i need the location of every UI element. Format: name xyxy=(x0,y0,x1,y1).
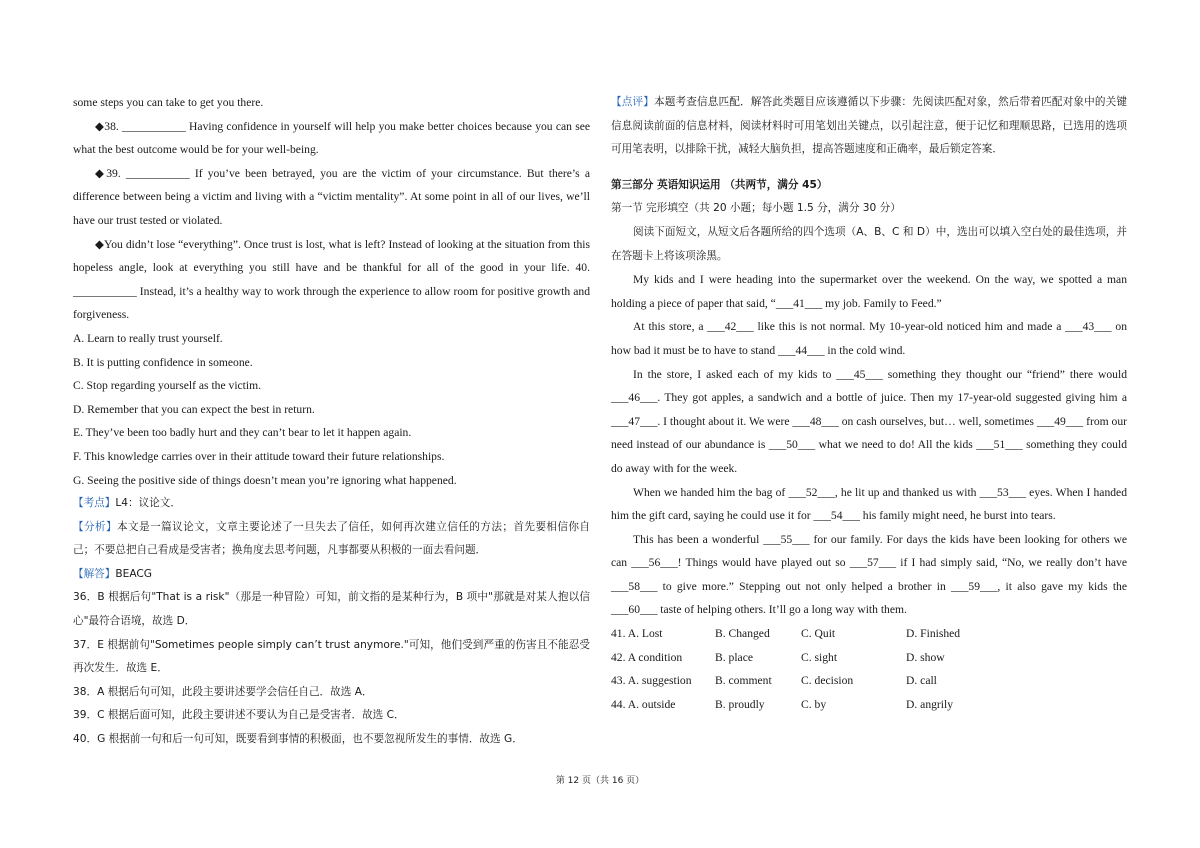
option-a: A. Learn to really trust yourself. xyxy=(73,331,223,345)
choice-b: B. Changed xyxy=(715,627,770,641)
kaodian-block xyxy=(73,492,590,516)
kaodian-tag: 【考点】 xyxy=(73,497,116,510)
dianping-block xyxy=(611,91,1127,162)
passage-line: some steps you can take to get you there. xyxy=(73,96,264,109)
choice-d: D. angrily xyxy=(906,697,954,711)
cloze-paragraph: When we handed him the bag of ___52___, he lit up and thanked us with ___53___ eyes. When I handed him the gift card, saying he could use it for ___54___ his family might need, he burst into tears. xyxy=(611,485,1127,523)
jieda-text: BEACG xyxy=(115,567,153,580)
instructions: 阅读下面短文，从短文后各题所给的四个选项（A、B、C 和 D）中，选出可以填入空白处的最佳选项，并在答题卡上将该项涂黑。 xyxy=(611,225,1127,262)
choice-row-44 xyxy=(611,693,1127,717)
explanation-37: 37．E 根据前句"Sometimes people simply can’t trust anymore."可知，他们受到严重的伤害且不能忍受再次发生．故选 E． xyxy=(73,638,590,675)
choice-a: 42. A condition xyxy=(611,650,683,664)
left-column xyxy=(73,91,590,752)
choice-row-43 xyxy=(611,669,1127,693)
option-e: E. They’ve been too badly hurt and they can’t bear to let it happen again. xyxy=(73,426,412,440)
jieda-block xyxy=(73,563,590,587)
choice-d: D. show xyxy=(906,650,945,664)
option-d: D. Remember that you can expect the best in return. xyxy=(73,402,315,416)
option-g: G. Seeing the positive side of things doesn’t mean you’re ignoring what happened. xyxy=(73,473,457,487)
choice-c: C. decision xyxy=(801,674,854,688)
choice-a: 44. A. outside xyxy=(611,697,676,711)
option-b: B. It is putting confidence in someone. xyxy=(73,355,253,369)
choice-c: C. sight xyxy=(801,650,838,664)
choice-a: 41. A. Lost xyxy=(611,627,663,641)
fenxi-block xyxy=(73,516,590,563)
choice-b: B. place xyxy=(715,650,753,664)
section-heading: 第一节 完形填空（共 20 小题；每小题 1.5 分，满分 30 分） xyxy=(611,202,901,215)
choice-c: C. by xyxy=(801,697,827,711)
choice-c: C. Quit xyxy=(801,627,836,641)
page-footer: 第 12 页（共 16 页） xyxy=(555,776,645,786)
passage-item-40: ◆You didn’t lose “everything”. Once trust is lost, what is left? Instead of looking at the situation from this hopeless angle, look at everything you still have and be thankful for all of the good in your life. 40. ___________ Instead, it’s a healthy way to work through the experience to allow room for positive growth and forgiveness. xyxy=(73,237,590,322)
choice-d: D. Finished xyxy=(906,627,961,641)
choice-row-41 xyxy=(611,622,1127,646)
dianping-tag: 【点评】 xyxy=(611,96,655,108)
choice-row-42 xyxy=(611,646,1127,670)
choice-b: B. comment xyxy=(715,674,772,688)
fenxi-tag: 【分析】 xyxy=(73,520,118,533)
choice-b: B. proudly xyxy=(715,697,765,711)
kaodian-text: L4：议论文． xyxy=(115,497,181,510)
passage-item-38: ◆38. ___________ Having confidence in yourself will help you make better choices because you can see what the best outcome would be for your well-being. xyxy=(73,119,590,157)
option-c: C. Stop regarding yourself as the victim. xyxy=(73,379,262,393)
option-f: F. This knowledge carries over in their attitude toward their future relationships. xyxy=(73,449,445,463)
jieda-tag: 【解答】 xyxy=(73,567,116,580)
cloze-paragraph: My kids and I were heading into the supermarket over the weekend. On the way, we spotted a man holding a piece of paper that said, “___41___ my job. Family to Feed.” xyxy=(611,273,1127,310)
explanation-38: 38．A 根据后句可知，此段主要讲述要学会信任自己．故选 A． xyxy=(73,685,373,698)
passage-item-39: ◆39. ___________ If you’ve been betrayed, you are the victim of your circumstance. But there’s a difference between being a victim and living with a “victim mentality”. At some point in all of our lives, we’ll have our trust tested or violated. xyxy=(73,166,590,227)
explanation-40: 40．G 根据前一句和后一句可知，既要看到事情的积极面，也不要忽视所发生的事情．故选 G． xyxy=(73,733,523,746)
part-heading: 第三部分 英语知识运用 （共两节，满分 45） xyxy=(611,178,828,191)
dianping-text: 本题考查信息匹配．解答此类题目应该遵循以下步骤：先阅读匹配对象，然后带着匹配对象中的关键信息阅读前面的信息材料，阅读材料时可用笔划出关键点，以引起注意，便于记忆和理顺思路，已选用的选项可用笔表明，以排除干扰，减轻大脑负担，提高答题速度和正确率，最后锁定答案． xyxy=(611,96,1127,156)
cloze-paragraph: At this store, a ___42___ like this is not normal. My 10-year-old noticed him and made a ___43___ on how bad it must be to have to stand ___44___ in the cold wind. xyxy=(611,320,1127,357)
choice-a: 43. A. suggestion xyxy=(611,674,692,688)
cloze-paragraph: In the store, I asked each of my kids to ___45___ something they thought our “friend” there would ___46___. They got apples, a sandwich and a bottle of juice. Then my 17-year-old suggested giving him a ___47___. I thought about it. We were ___48___ on cash ourselves, but… well, sometimes ___49___ from our need instead of our abundance is ___50___ what we need to do! All the kids ___51___ something they could do away with for the week. xyxy=(611,367,1127,475)
choice-d: D. call xyxy=(906,674,937,688)
right-column xyxy=(611,91,1127,716)
fenxi-text: 本文是一篇议论文，文章主要论述了一旦失去了信任，如何再次建立信任的方法；首先要相信你自己；不要总把自己看成是受害者；换角度去思考问题，凡事都要从积极的一面去看问题． xyxy=(73,520,591,557)
explanation-36: 36．B 根据后句"That is a risk"（那是一种冒险）可知，前文指的是某种行为，B 项中"那就是对某人抱以信心"最符合语境，故选 D． xyxy=(73,591,590,628)
cloze-paragraph: This has been a wonderful ___55___ for our family. For days the kids have been looking for others we can ___56___! Things would have played out so ___57___ if I had simply said, “No, we really don’t have ___58___ to give more.” Stepping out not only helped a brother in ___59___, it also gave my kids the ___60___ taste of helping others. It’ll go a long way with them. xyxy=(611,532,1127,617)
explanation-39: 39．C 根据后面可知，此段主要讲述不要认为自己是受害者．故选 C． xyxy=(73,709,405,722)
